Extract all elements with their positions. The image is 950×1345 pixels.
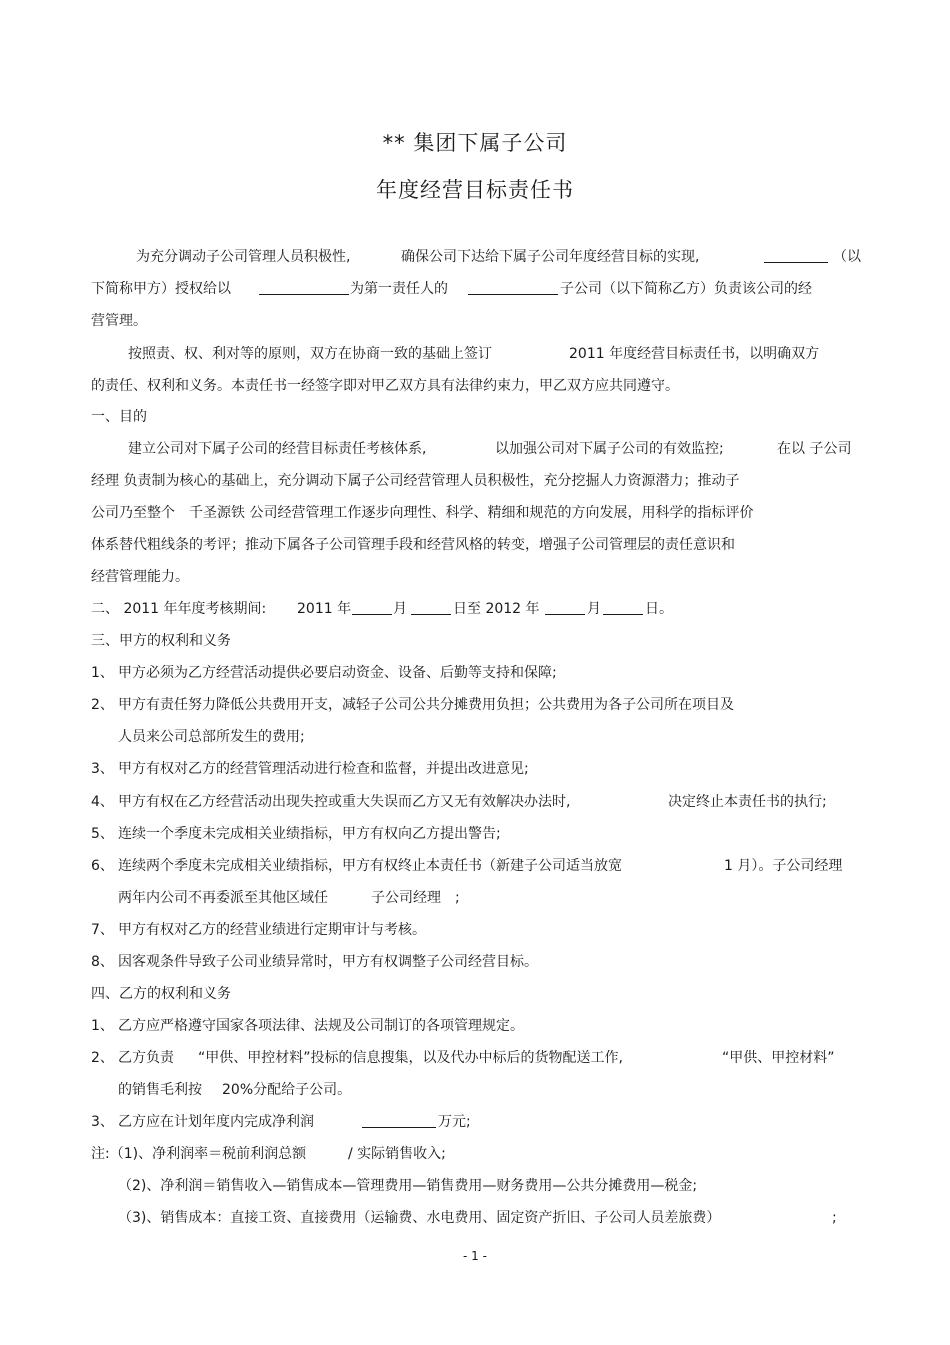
item-text: 甲方有权对乙方的经营管理活动进行检查和监督，并提出改进意见; <box>118 761 529 777</box>
item-number: 3、 <box>91 1114 114 1130</box>
item-text: 连续一个季度未完成相关业绩指标，甲方有权向乙方提出警告; <box>118 826 501 842</box>
item-number: 3、 <box>91 761 114 777</box>
section1-text: 建立公司对下属子公司的经营目标责任考核体系, <box>128 441 427 457</box>
intro-blank <box>259 279 349 301</box>
intro-text: 按照责、权、利对等的原则，双方在协商一致的基础上签订 <box>128 346 492 362</box>
note-text: （2)、净利润＝销售收入—销售成本—管理费用—销售费用—财务费用—公共分摊费用—税金; <box>118 1178 698 1194</box>
fill-blank <box>362 1112 436 1128</box>
period-blank <box>411 599 451 621</box>
period-blank <box>352 599 392 621</box>
item-text: 子公司经理 ; <box>371 890 460 906</box>
section-heading: 二、 2011 年年度考核期间: <box>91 601 267 617</box>
item-text: 乙方应严格遵守国家各项法律、法规及公司制订的各项管理规定。 <box>118 1018 524 1034</box>
fill-blank <box>411 599 451 615</box>
item-text: 甲方有权对乙方的经营业绩进行定期审计与考核。 <box>118 922 426 938</box>
item-text: 甲方有权在乙方经营活动出现失控或重大失误而乙方又无有效解决办法时, <box>118 794 571 810</box>
section-heading: 三、甲方的权利和义务 <box>91 633 231 649</box>
item-text: 人员来公司总部所发生的费用; <box>118 729 305 745</box>
item-number: 2、 <box>91 1050 114 1066</box>
item-text: 乙方负责 <box>118 1050 174 1066</box>
section1-text: 体系替代粗线条的考评；推动下属各子公司管理手段和经营风格的转变，增强子公司管理层的责任意识和 <box>91 537 735 553</box>
item-number: 5、 <box>91 826 114 842</box>
item-number: 8、 <box>91 954 114 970</box>
document-subtitle: 年度经营目标责任书 <box>376 178 574 202</box>
intro-text: 营管理。 <box>91 313 147 329</box>
item-text: 万元; <box>438 1114 471 1130</box>
item-text: 乙方应在计划年度内完成净利润 <box>118 1114 314 1130</box>
period-text: 月 <box>587 601 601 617</box>
intro-text: 2011 年度经营目标责任书，以明确双方 <box>569 346 820 362</box>
item-text: 连续两个季度未完成相关业绩指标，甲方有权终止本责任书（新建子公司适当放宽 <box>118 858 622 874</box>
note-text: 注:（1)、净利润率＝税前利润总额 <box>91 1146 307 1162</box>
period-blank <box>545 599 585 621</box>
fill-blank <box>352 599 392 615</box>
section-heading: 一、目的 <box>91 409 147 425</box>
period-text: 2011 年 <box>297 601 352 617</box>
section1-text: 公司乃至整个 千圣源铁 公司经营管理工作逐步向理性、科学、精细和规范的方向发展，用科学的指标评价 <box>91 505 754 521</box>
item-text: 决定终止本责任书的执行; <box>668 794 827 810</box>
fill-blank <box>545 599 585 615</box>
item-number: 4、 <box>91 794 114 810</box>
item-number: 7、 <box>91 922 114 938</box>
intro-blank <box>764 247 828 269</box>
item-text: “甲供、甲控材料” <box>722 1050 835 1066</box>
intro-blank <box>468 279 558 301</box>
fill-blank <box>259 279 349 295</box>
section1-text: 在以 子公司 <box>777 441 852 457</box>
item-text: 甲方必须为乙方经营活动提供必要启动资金、设备、后勤等支持和保障; <box>118 665 557 681</box>
period-text: 日至 2012 年 <box>453 601 540 617</box>
item-text: 因客观条件导致子公司业绩异常时，甲方有权调整子公司经营目标。 <box>118 954 538 970</box>
intro-text: 的责任、权利和义务。本责任书一经签字即对甲乙双方具有法律约束力，甲乙双方应共同遵守。 <box>91 378 679 394</box>
item-text: 的销售毛利按 <box>118 1082 202 1098</box>
item-text: 两年内公司不再委派至其他区域任 <box>118 890 328 906</box>
period-text: 日。 <box>645 601 673 617</box>
section-heading: 四、乙方的权利和义务 <box>91 986 231 1002</box>
note-text: / 实际销售收入; <box>348 1146 446 1162</box>
section1-text: 经理 负责制为核心的基础上，充分调动下属子公司经营管理人员积极性，充分挖掘人力资源潜力；推动子 <box>91 473 740 489</box>
intro-text: （以 <box>833 249 861 265</box>
intro-text: 为第一责任人的 <box>350 281 448 297</box>
intro-text: 为充分调动子公司管理人员积极性, <box>136 249 351 265</box>
note-text: ; <box>832 1210 837 1226</box>
intro-text: 子公司（以下简称乙方）负责该公司的经 <box>560 281 812 297</box>
item-number: 2、 <box>91 697 114 713</box>
fill-blank <box>603 599 643 615</box>
item-number: 1、 <box>91 1018 114 1034</box>
period-text: 月 <box>393 601 407 617</box>
item-text: “甲供、甲控材料”投标的信息搜集，以及代办中标后的货物配送工作, <box>198 1050 623 1066</box>
section1-text: 经营管理能力。 <box>91 569 189 585</box>
item-text: 1 月）。子公司经理 <box>724 858 843 874</box>
profit-blank <box>362 1112 436 1134</box>
document-title: ** 集团下属子公司 <box>382 131 568 155</box>
intro-text: 下简称甲方）授权给以 <box>91 281 231 297</box>
item-text: 甲方有责任努力降低公共费用开支，减轻子公司公共分摊费用负担；公共费用为各子公司所在项目及 <box>118 697 734 713</box>
period-blank <box>603 599 643 621</box>
note-text: （3)、销售成本：直接工资、直接费用（运输费、水电费用、固定资产折旧、子公司人员差旅费） <box>118 1210 721 1226</box>
item-number: 6、 <box>91 858 114 874</box>
section1-text: 以加强公司对下属子公司的有效监控; <box>495 441 724 457</box>
fill-blank <box>468 279 558 295</box>
intro-text: 确保公司下达给下属子公司年度经营目标的实现, <box>401 249 700 265</box>
fill-blank <box>764 247 828 263</box>
item-text: 20%分配给子公司。 <box>222 1082 352 1098</box>
item-number: 1、 <box>91 665 114 681</box>
page-number: - 1 - <box>463 1249 487 1263</box>
